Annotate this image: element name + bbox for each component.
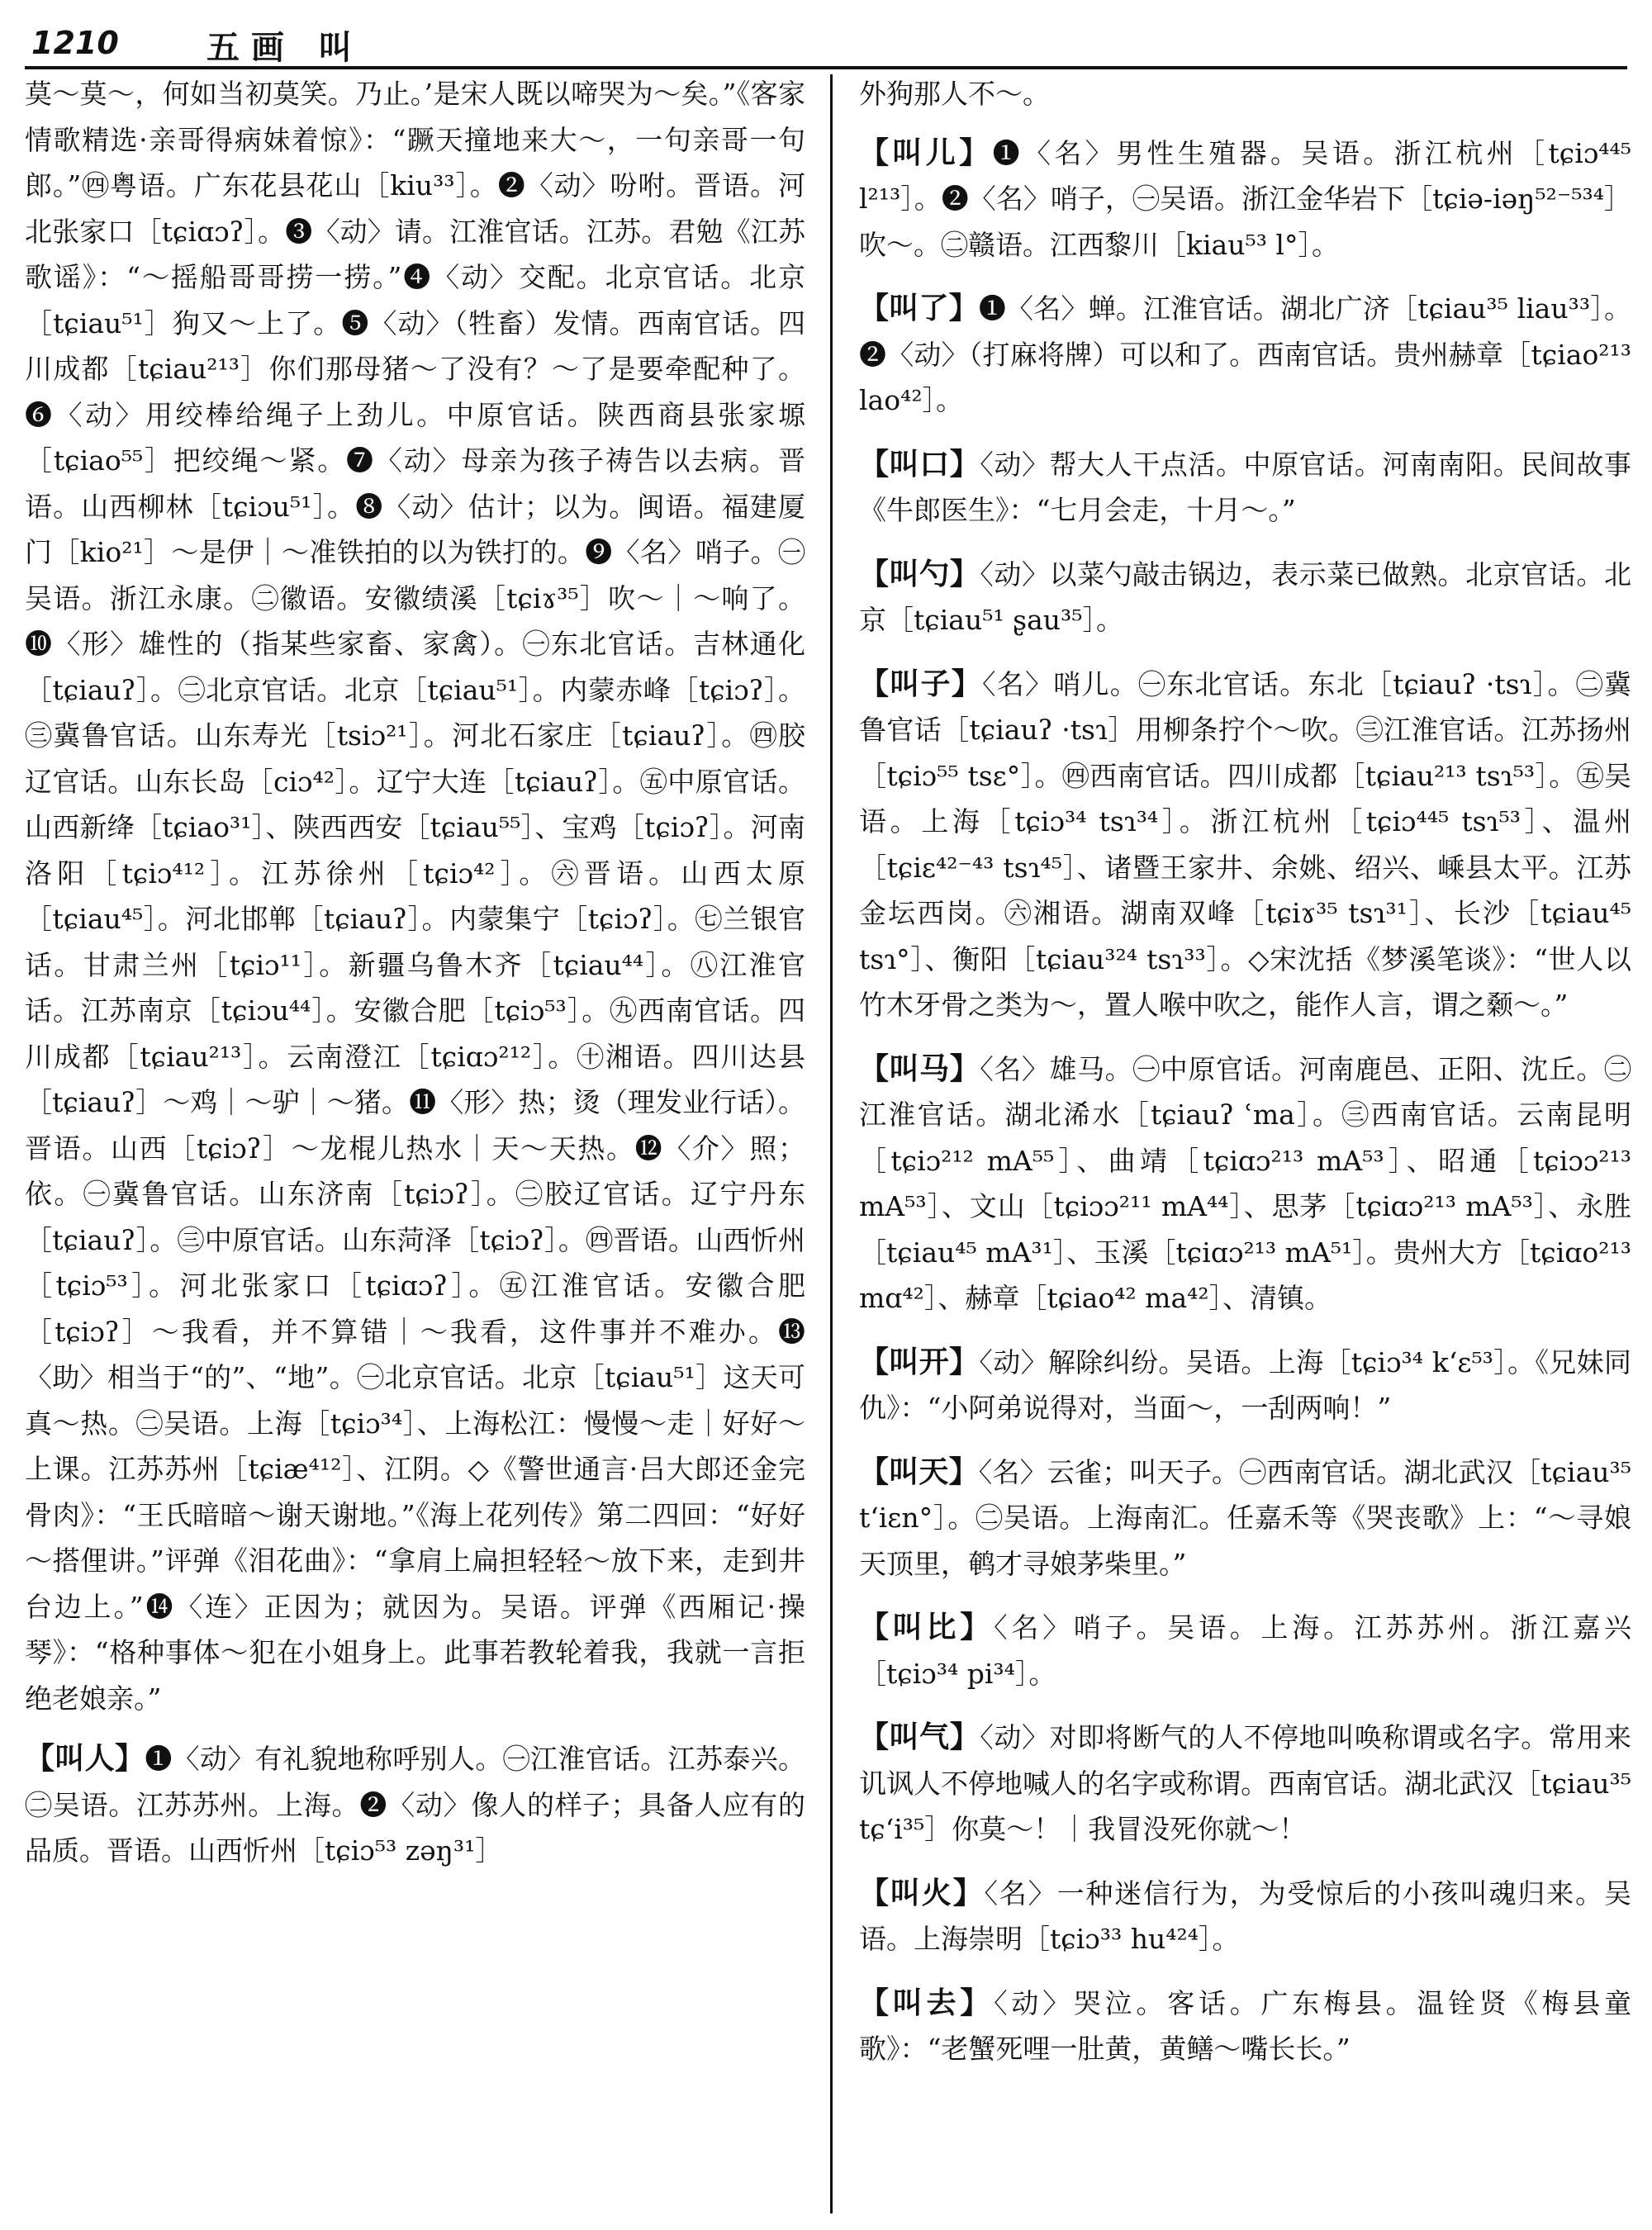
entry-continuation-text: 外狗那人不～。 [859, 78, 1050, 110]
dictionary-entry [859, 1340, 1631, 1431]
entry-headword: 【叫比】 [859, 1611, 995, 1644]
entry-definition: 〈动〉以菜勺敲击锅边，表示菜已做熟。北京官话。北京［tɕiau⁵¹ ʂau³⁵］。 [859, 558, 1631, 636]
dictionary-entry [859, 286, 1631, 424]
entry-headword: 【叫火】 [859, 1876, 985, 1910]
entry-headword: 【叫勺】 [859, 557, 980, 591]
entry-headword: 【叫马】 [859, 1051, 980, 1086]
dictionary-entry [25, 1736, 805, 1874]
right-column [859, 71, 1631, 2218]
dictionary-entry [859, 1981, 1631, 2072]
column-divider [830, 74, 833, 2213]
entry-headword: 【叫了】 [859, 292, 979, 325]
entry-headword: 【叫子】 [859, 667, 982, 701]
entry-definition: 〈动〉哭泣。客话。广东梅县。温铨贤《梅县童歌》：“老蟹死哩一肚黄，黄鳝～嘴长长。” [859, 1986, 1631, 2065]
entry-definition: 〈名〉一种迷信行为，为受惊后的小孩叫魂归来。吴语。上海崇明［tɕiɔ³³ hu⁴²⁴］。 [859, 1877, 1631, 1955]
left-column [25, 71, 805, 2218]
entry-definition: 〈名〉云雀；叫天子。㊀西南官话。湖北武汉［tɕiau³⁵ tʻiɛn°］。㊁吴语。上海南汇。任嘉禾等《哭丧歌》上：“～寻娘天顶里，鹌才寻娘茅柴里。” [859, 1455, 1631, 1580]
entry-continuation-text: 莫～莫～，何如当初莫笑。乃止。’是宋人既以啼哭为～矣。”《客家情歌精选·亲哥得病妹着惊》：“蹶天撞地来大～，一句亲哥一句郎。”㊃粤语。广东花县花山［kiu³³］。❷〈动〉吩咐。晋语。河北张家口［tɕiɑɔʔ］。❸〈动〉请。江淮官话。江苏。君勉《江苏歌谣》：“～摇船哥哥捞一捞。”❹〈动〉交配。北京官话。北京［tɕiau⁵¹］狗又～上了。❺〈动〉（牲畜）发情。西南官话。四川成都［tɕiau²¹³］你们那母猪～了没有？～了是要牵配种了。❻〈动〉用绞棒给绳子上劲儿。中原官话。陕西商县张家塬［tɕiao⁵⁵］把绞绳～紧。❼〈动〉母亲为孩子祷告以去病。晋语。山西柳林［tɕiɔu⁵¹］。❽〈动〉估计；以为。闽语。福建厦门［kio²¹］～是伊｜～准铁拍的以为铁打的。❾〈名〉哨子。㊀吴语。浙江永康。㊁徽语。安徽绩溪［tɕiɤ³⁵］吹～｜～响了。❿〈形〉雄性的（指某些家畜、家禽）。㊀东北官话。吉林通化［tɕiauʔ］。㊁北京官话。北京［tɕiau⁵¹］。内蒙赤峰［tɕiɔʔ］。㊂冀鲁官话。山东寿光［tsiɔ²¹］。河北石家庄［tɕiauʔ］。㊃胶辽官话。山东长岛［ciɔ⁴²］。辽宁大连［tɕiauʔ］。㊄中原官话。山西新绛［tɕiao³¹］、陕西西安［tɕiau⁵⁵］、宝鸡［tɕiɔʔ］。河南洛阳［tɕiɔ⁴¹²］。江苏徐州［tɕiɔ⁴²］。㊅晋语。山西太原［tɕiau⁴⁵］。河北邯郸［tɕiauʔ］。内蒙集宁［tɕiɔʔ］。㊆兰银官话。甘肃兰州［tɕiɔ¹¹］。新疆乌鲁木齐［tɕiau⁴⁴］。㊇江淮官话。江苏南京［tɕiɔu⁴⁴］。安徽合肥［tɕiɔ⁵³］。㊈西南官话。四川成都［tɕiau²¹³］。云南澄江［tɕiɑɔ²¹²］。㊉湘语。四川达县［tɕiauʔ］～鸡｜～驴｜～猪。⓫〈形〉热；烫（理发业行话）。晋语。山西［tɕiɔʔ］～龙棍儿热水｜天～天热。⓬〈介〉照；依。㊀冀鲁官话。山东济南［tɕiɔʔ］。㊁胶辽官话。辽宁丹东［tɕiauʔ］。㊂中原官话。山东菏泽［tɕiɔʔ］。㊃晋语。山西忻州［tɕiɔ⁵³］。河北张家口［tɕiɑɔʔ］。㊄江淮官话。安徽合肥［tɕiɔʔ］～我看，并不算错｜～我看，这件事并不难办。⓭〈助〉相当于“的”、“地”。㊀北京官话。北京［tɕiau⁵¹］这天可真～热。㊁吴语。上海［tɕiɔ³⁴］、上海松江：慢慢～走｜好好～上课。江苏苏州［tɕiæ⁴¹²］、江阴。◇《警世通言·吕大郎还金完骨肉》：“王氏暗暗～谢天谢地。”《海上花列传》第二四回：“好好～搭俚讲。”评弹《泪花曲》：“拿肩上扁担轻轻～放下来，走到井台边上。”⓮〈连〉正因为；就因为。吴语。评弹《西厢记·操琴》：“格种事体～犯在小姐身上。此事若教轮着我，我就一言拒绝老娘亲。” [25, 78, 805, 1715]
entry-headword: 【叫人】 [25, 1742, 145, 1776]
dictionary-entry [859, 552, 1631, 643]
section-label: 五画 叫 [206, 28, 363, 67]
entry-headword: 【叫儿】 [859, 135, 993, 170]
entry-definition: ❶〈名〉蝉。江淮官话。湖北广济［tɕiau³⁵ liau³³］。❷〈动〉（打麻将牌）可以和了。西南官话。贵州赫章［tɕiao²¹³ lao⁴²］。 [859, 292, 1631, 416]
entry-definition: 〈名〉哨子。吴语。上海。江苏苏州。浙江嘉兴［tɕiɔ³⁴ pi³⁴］。 [859, 1611, 1631, 1690]
page-number: 1210 [31, 25, 119, 61]
dictionary-entry [859, 1605, 1631, 1696]
dictionary-entry [859, 130, 1631, 268]
dictionary-entry [859, 1046, 1631, 1321]
dictionary-entry [859, 662, 1631, 1028]
entry-headword: 【叫天】 [859, 1454, 979, 1489]
dictionary-entry [859, 1715, 1631, 1853]
entry-definition: ❶〈动〉有礼貌地称呼别人。㊀江淮官话。江苏泰兴。㊁吴语。江苏苏州。上海。❷〈动〉像人的样子；具备人应有的品质。晋语。山西忻州［tɕiɔ⁵³ zəŋ³¹］ [25, 1743, 805, 1867]
entry-headword: 【叫去】 [859, 1986, 995, 2020]
entry-definition: 〈动〉解除纠纷。吴语。上海［tɕiɔ³⁴ kʻɛ⁵³］。《兄妹同仇》：“小阿弟说得对，当面～，一刮两响！” [859, 1345, 1631, 1424]
entry-headword: 【叫开】 [859, 1345, 980, 1379]
entry-list [859, 130, 1631, 2072]
dictionary-entry [859, 442, 1631, 534]
entry-headword: 【叫气】 [859, 1720, 980, 1754]
entry-headword: 【叫口】 [859, 447, 980, 482]
page-header [25, 18, 1627, 69]
entry-definition: 〈名〉哨儿。㊀东北官话。东北［tɕiauʔ ·tsɿ］。㊁冀鲁官话［tɕiauʔ ·tsɿ］用柳条拧个～吹。㊂江淮官话。江苏扬州［tɕiɔ⁵⁵ tsɛ°］。㊃西南官话。四川成都［tɕiau²¹³ tsɿ⁵³］。㊄吴语。上海［tɕiɔ³⁴ tsɿ³⁴］。浙江杭州［tɕiɔ⁴⁴⁵ tsɿ⁵³］、温州［tɕiɛ⁴²⁻⁴³ tsɿ⁴⁵］、诸暨王家井、余姚、绍兴、嵊县太平。江苏金坛西岗。㊅湘语。湖南双峰［tɕiɤ³⁵ tsɿ³¹］、长沙［tɕiau⁴⁵ tsɿ°］、衡阳［tɕiau³²⁴ tsɿ³³］。◇宋沈括《梦溪笔谈》：“世人以竹木牙骨之类为～，置人喉中吹之，能作人言，谓之颡～。” [859, 667, 1631, 1021]
entry-definition: 〈动〉帮大人干点活。中原官话。河南南阳。民间故事《牛郎医生》：“七月会走，十月～。” [859, 448, 1631, 526]
entry-definition: 〈名〉雄马。㊀中原官话。河南鹿邑、正阳、沈丘。㊁江淮官话。湖北浠水［tɕiauʔ ʿma］。㊂西南官话。云南昆明［tɕiɔ²¹² mA⁵⁵］、曲靖［tɕiɑɔ²¹³ mA⁵³］、昭通［tɕiɔɔ²¹³ mA⁵³］、文山［tɕiɔɔ²¹¹ mA⁴⁴］、思茅［tɕiɑɔ²¹³ mA⁵³］、永胜［tɕiau⁴⁵ mA³¹］、玉溪［tɕiɑɔ²¹³ mA⁵¹］。贵州大方［tɕiɑo²¹³ mɑ⁴²］、赫章［tɕiao⁴² ma⁴²］、清镇。 [859, 1052, 1631, 1314]
dictionary-entry [859, 1871, 1631, 1962]
dictionary-entry [859, 1450, 1631, 1587]
entry-definition: ❶〈名〉男性生殖器。吴语。浙江杭州［tɕiɔ⁴⁴⁵ l²¹³］。❷〈名〉哨子，㊀吴语。浙江金华岩下［tɕiə-iəŋ⁵²⁻⁵³⁴］吹～。㊁赣语。江西黎川［kiau⁵³ l°］。 [859, 136, 1631, 261]
entry-definition: 〈动〉对即将断气的人不停地叫唤称谓或名字。常用来讥讽人不停地喊人的名字或称谓。西南官话。湖北武汉［tɕiau³⁵ tɕʻi³⁵］你莫～！｜我冒没死你就～！ [859, 1721, 1631, 1845]
